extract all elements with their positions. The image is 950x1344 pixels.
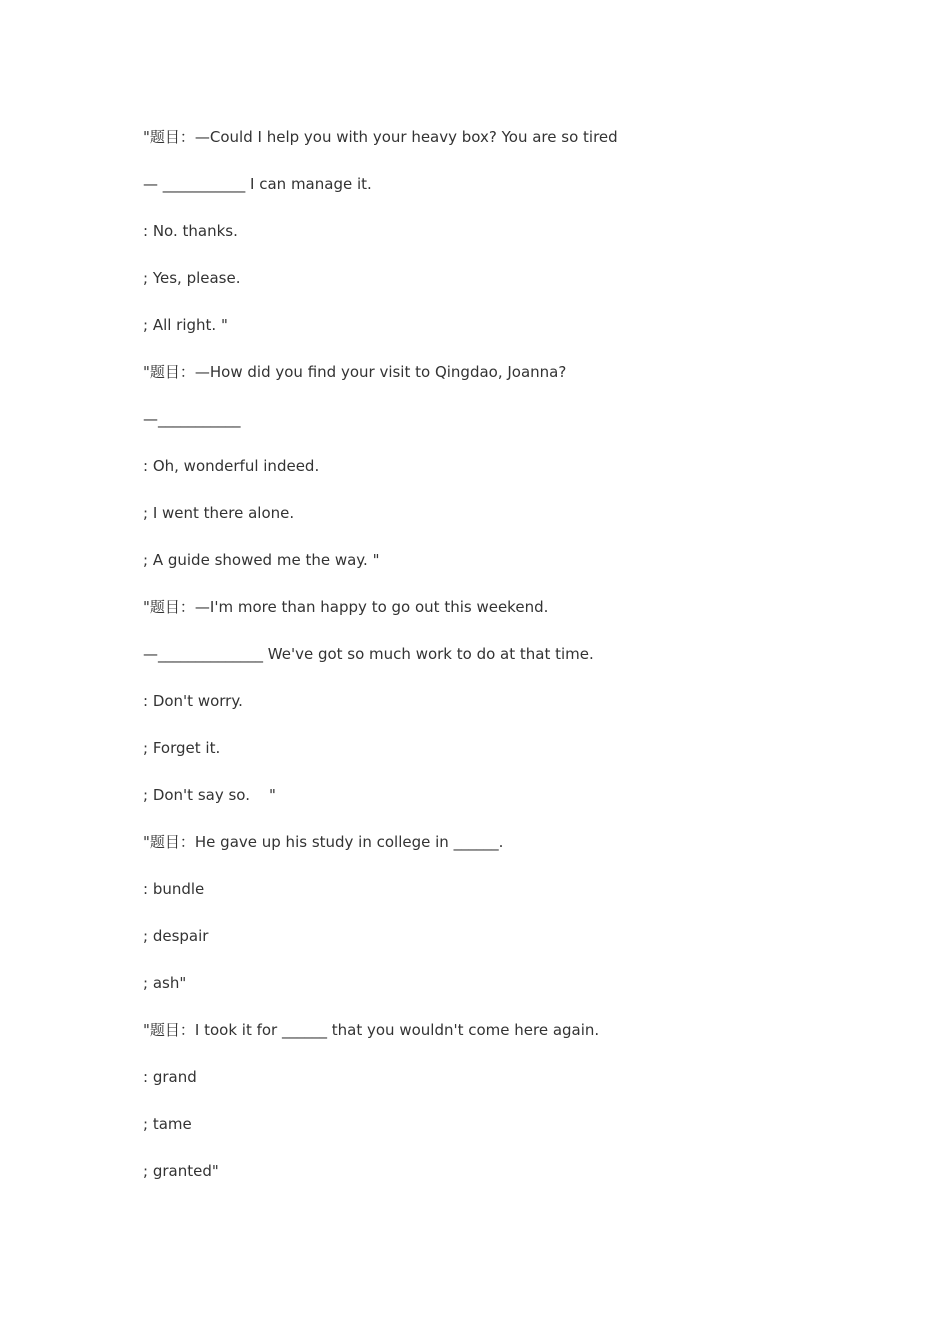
question-3-option-2: ; Forget it.	[143, 739, 221, 757]
question-4-stem: "题目：He gave up his study in college in ______.	[143, 833, 504, 851]
question-4-option-1: : bundle	[143, 880, 205, 898]
question-1-blank-line: — ___________ I can manage it.	[143, 175, 372, 193]
question-1-option-3: ; All right. "	[143, 316, 228, 334]
question-4-option-2: ; despair	[143, 927, 209, 945]
question-3-option-1: : Don't worry.	[143, 692, 243, 710]
question-3-stem: "题目：—I'm more than happy to go out this weekend.	[143, 598, 549, 616]
question-5-option-2: ; tame	[143, 1115, 192, 1133]
question-1-option-2: ; Yes, please.	[143, 269, 241, 287]
question-5-option-3: ; granted"	[143, 1162, 219, 1180]
question-4-option-3: ; ash"	[143, 974, 187, 992]
question-5-stem: "题目：I took it for ______ that you wouldn't come here again.	[143, 1021, 600, 1039]
document-body	[143, 126, 843, 1207]
question-3-blank-line: —______________ We've got so much work to do at that time.	[143, 645, 594, 663]
question-2-option-2: ; I went there alone.	[143, 504, 295, 522]
question-2-stem: "题目：—How did you find your visit to Qingdao, Joanna?	[143, 363, 567, 381]
question-1-stem: "题目：—Could I help you with your heavy box? You are so tired	[143, 128, 618, 146]
question-1-option-1: : No. thanks.	[143, 222, 238, 240]
question-2-option-1: : Oh, wonderful indeed.	[143, 457, 320, 475]
question-3-option-3: ; Don't say so. "	[143, 786, 276, 804]
question-2-blank-line: —___________	[143, 410, 241, 428]
question-5-option-1: : grand	[143, 1068, 197, 1086]
question-2-option-3: ; A guide showed me the way. "	[143, 551, 380, 569]
